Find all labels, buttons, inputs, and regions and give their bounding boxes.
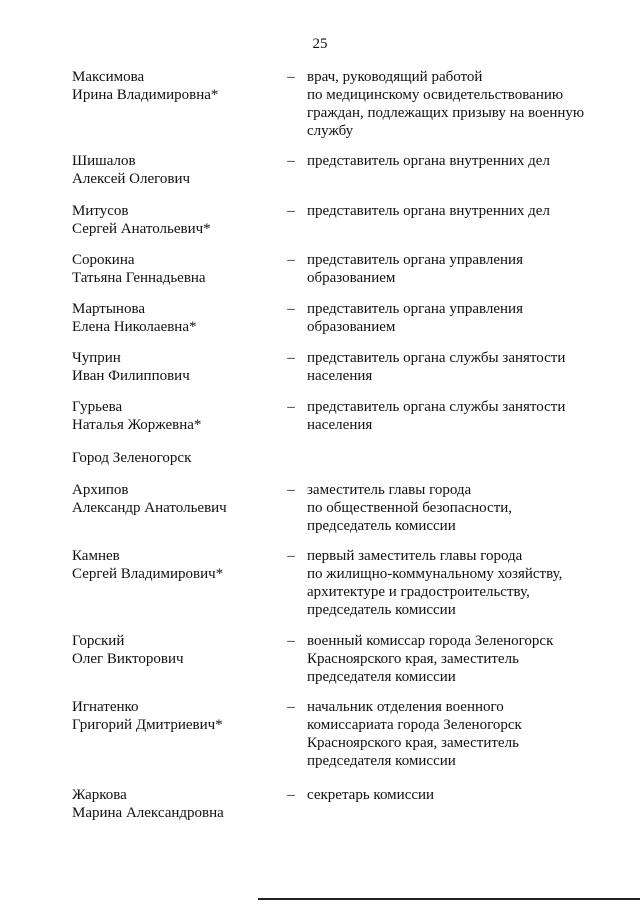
page-number: 25 xyxy=(312,36,328,52)
member-name xyxy=(72,786,272,822)
member-surname: Камнев xyxy=(72,548,120,564)
member-role: военный комиссар города Зеленогорск Красноярского края, заместитель председателя комиссии xyxy=(307,633,554,685)
member-given-name: Олег Викторович xyxy=(72,651,184,667)
member-role: секретарь комиссии xyxy=(307,787,435,803)
member-surname: Сорокина xyxy=(72,252,135,268)
member-surname: Архипов xyxy=(72,482,129,498)
member-role: представитель органа внутренних дел xyxy=(307,153,550,169)
member-surname: Максимова xyxy=(72,69,145,85)
member-name xyxy=(72,398,272,434)
member-given-name: Сергей Анатольевич* xyxy=(72,221,211,237)
member-given-name: Александр Анатольевич xyxy=(72,500,227,516)
member-given-name: Марина Александровна xyxy=(72,805,224,821)
dash-separator: – xyxy=(287,350,295,366)
bottom-rule xyxy=(258,898,640,900)
member-name xyxy=(72,481,272,517)
dash-separator: – xyxy=(287,699,295,715)
member-surname: Горский xyxy=(72,633,125,649)
member-name xyxy=(72,202,272,238)
section-heading: Город Зеленогорск xyxy=(72,450,192,466)
dash-separator: – xyxy=(287,153,295,169)
member-role: представитель органа службы занятости населения xyxy=(307,399,566,433)
member-given-name: Татьяна Геннадьевна xyxy=(72,270,206,286)
member-role: начальник отделения военного комиссариата города Зеленогорск Красноярского края, заместитель председателя комиссии xyxy=(307,699,522,769)
dash-separator: – xyxy=(287,252,295,268)
member-name xyxy=(72,152,272,188)
member-role: заместитель главы города по общественной безопасности, председатель комиссии xyxy=(307,482,513,534)
member-name xyxy=(72,251,272,287)
member-given-name: Сергей Владимирович* xyxy=(72,566,224,582)
member-role: представитель органа управления образованием xyxy=(307,252,523,286)
member-given-name: Алексей Олегович xyxy=(72,171,191,187)
member-surname: Митусов xyxy=(72,203,129,219)
dash-separator: – xyxy=(287,633,295,649)
member-given-name: Елена Николаевна* xyxy=(72,319,197,335)
member-given-name: Иван Филиппович xyxy=(72,368,190,384)
member-surname: Игнатенко xyxy=(72,699,139,715)
member-given-name: Наталья Жоржевна* xyxy=(72,417,202,433)
member-given-name: Григорий Дмитриевич* xyxy=(72,717,223,733)
member-surname: Жаркова xyxy=(72,787,127,803)
member-name xyxy=(72,68,272,104)
member-role: представитель органа управления образованием xyxy=(307,301,523,335)
member-role: представитель органа службы занятости населения xyxy=(307,350,566,384)
member-given-name: Ирина Владимировна* xyxy=(72,87,219,103)
dash-separator: – xyxy=(287,69,295,85)
dash-separator: – xyxy=(287,787,295,803)
member-surname: Шишалов xyxy=(72,153,136,169)
member-name xyxy=(72,300,272,336)
member-role: врач, руководящий работой по медицинскому освидетельствованию граждан, подлежащих призыву на военную службу xyxy=(307,69,585,139)
dash-separator: – xyxy=(287,301,295,317)
member-name xyxy=(72,547,272,583)
member-role: представитель органа внутренних дел xyxy=(307,203,550,219)
member-name xyxy=(72,349,272,385)
member-surname: Чуприн xyxy=(72,350,121,366)
member-surname: Гурьева xyxy=(72,399,123,415)
member-name xyxy=(72,632,272,668)
member-surname: Мартынова xyxy=(72,301,146,317)
member-role: первый заместитель главы города по жилищно-коммунальному хозяйству, архитектуре и градостроительству, председатель комиссии xyxy=(307,548,563,618)
dash-separator: – xyxy=(287,548,295,564)
member-name xyxy=(72,698,272,734)
dash-separator: – xyxy=(287,399,295,415)
dash-separator: – xyxy=(287,203,295,219)
dash-separator: – xyxy=(287,482,295,498)
